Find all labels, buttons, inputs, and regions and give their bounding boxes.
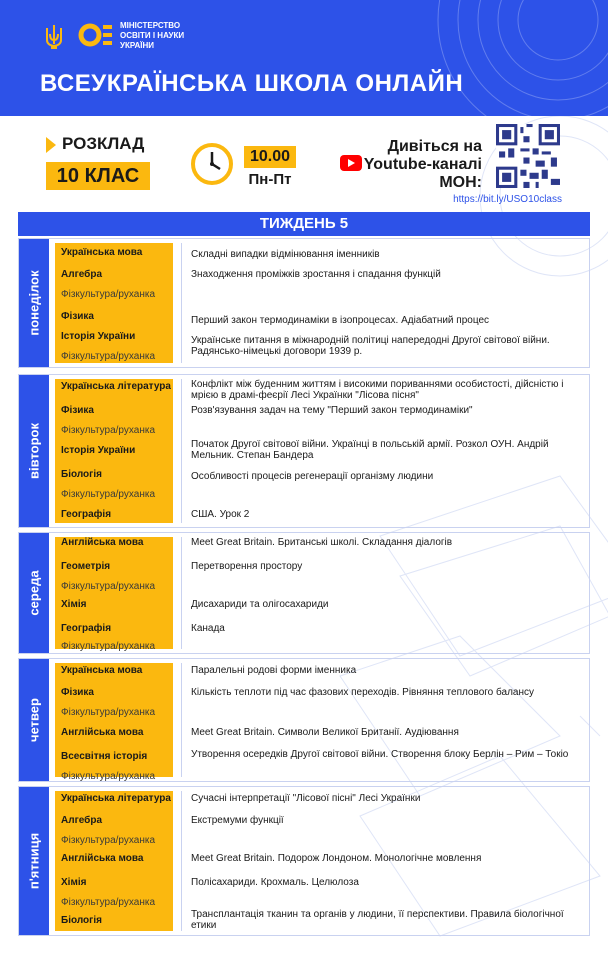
arrow-icon [46,137,56,153]
page-title: ВСЕУКРАЇНСЬКА ШКОЛА ОНЛАЙН [40,70,464,97]
lesson-topic: Екстремуми функції [191,815,284,826]
subject-name: Географія [61,509,112,520]
watch-line-1: Дивіться на [387,138,482,155]
subject-name: Фізкультура/руханка [61,351,155,362]
day-tab [19,787,49,935]
subject-name: Українська мова [61,247,143,258]
subject-name: Фізкультура/руханка [61,581,155,592]
subject-name: Українська мова [61,665,143,676]
watch-line-3: МОН: [439,174,482,191]
lesson-topic: Трансплантація тканин та органів у людини, її перспективи. Правила біологічної етики [191,909,564,931]
lesson-topic: Кількість теплоти під час фазових переходів. Рівняння теплового балансу [191,687,534,698]
day-block [18,658,590,782]
day-block [18,786,590,936]
day-label: вівторок [26,423,42,479]
lesson-topic: Перший закон термодинаміки в ізопроцесах. Адіабатний процес [191,315,490,326]
day-label: понеділок [26,270,42,336]
days-label: Пн-Пт [248,171,292,188]
trident-icon [44,24,64,50]
decorative-circles [428,0,608,116]
subject-name: Хімія [61,599,87,610]
lesson-topic: Розв'язування задач на тему "Перший закон термодинаміки" [191,405,473,416]
lesson-topic: Дисахариди та олігосахариди [191,599,329,610]
day-tab [19,659,49,781]
subject-name: Історія України [61,445,136,456]
day-tab [19,375,49,527]
lesson-topic: Конфлікт між буденним життям і високими пориваннями особистості, дійсністю і мрією в драмі-феєрії Лесі Українки "Лісова пісня" [191,379,564,401]
subject-name: Географія [61,623,112,634]
subject-name: Фізкультура/руханка [61,289,155,300]
subject-name: Всесвітня історія [61,751,148,762]
subject-name: Алгебра [61,269,103,280]
subject-name: Історія України [61,331,136,342]
lesson-topic: Утворення осередків Другої світової війни. Створення блоку Берлін – Рим – Токіо [191,749,569,760]
subject-name: Фізика [61,311,94,322]
subject-name: Хімія [61,877,87,888]
day-block [18,238,590,368]
ministry-name [120,21,210,51]
ministry-line-1: МІНІСТЕРСТВО [120,21,181,30]
lesson-topic: Особливості процесів регенерації організму людини [191,471,434,482]
lesson-topic: Канада [191,623,225,634]
day-label: четвер [26,698,42,742]
subject-name: Англійська мова [61,727,144,738]
subject-name: Англійська мова [61,853,144,864]
youtube-link[interactable]: https://bit.ly/USO10class [453,194,562,205]
ministry-line-3: УКРАЇНИ [120,41,155,50]
lesson-topic: Знаходження проміжків зростання і спадання функцій [191,269,441,280]
schedule-label: РОЗКЛАД [62,134,145,153]
subject-name: Англійська мова [61,537,144,548]
day-tab [19,239,49,367]
subject-name: Фізика [61,405,94,416]
lesson-topic: Meet Great Britain. Британські школі. Складання діалогів [191,537,453,548]
watch-line-2: Youtube-каналі [363,156,482,173]
day-block [18,374,590,528]
clock-icon [190,142,234,186]
lesson-topic: США. Урок 2 [191,509,250,520]
subject-name: Фізкультура/руханка [61,897,155,908]
day-label: п'ятниця [26,832,42,890]
time-badge: 10.00 [244,146,296,168]
subject-name: Фізика [61,687,94,698]
lesson-topic: Сучасні інтерпретації "Лісової пісні" Лесі Українки [191,793,421,804]
subject-name: Українська література [61,381,171,392]
mon-logo-icon [78,22,114,48]
ministry-line-2: ОСВІТИ І НАУКИ [120,31,185,40]
qr-code-icon[interactable] [496,124,560,188]
lesson-topic: Паралельні родові форми іменника [191,665,357,676]
day-block [18,532,590,654]
youtube-icon [340,155,362,171]
day-label: середа [26,570,42,616]
lesson-topic: Meet Great Britain. Символи Великої Британії. Аудіювання [191,727,459,738]
lesson-topic: Складні випадки відмінювання іменників [191,249,380,260]
subject-name: Фізкультура/руханка [61,707,155,718]
lesson-topic: Полісахариди. Крохмаль. Целюлоза [191,877,359,888]
subject-name: Українська література [61,793,171,804]
class-badge: 10 КЛАС [46,162,150,190]
subject-name: Фізкультура/руханка [61,489,155,500]
week-title: ТИЖДЕНЬ 5 [18,212,590,236]
day-tab [19,533,49,653]
header-banner [0,0,608,116]
subject-name: Фізкультура/руханка [61,771,155,782]
lesson-topic: Українське питання в міжнародній політиці напередодні Другої світової війни. Радянсько-німецькі договори 1939 р. [191,335,550,357]
subject-name: Фізкультура/руханка [61,641,155,652]
subject-name: Біологія [61,915,102,926]
subject-name: Біологія [61,469,102,480]
subjects-column [55,243,173,363]
subject-name: Геометрія [61,561,111,572]
subject-name: Фізкультура/руханка [61,835,155,846]
lesson-topic: Перетворення простору [191,561,303,572]
lesson-topic: Meet Great Britain. Подорож Лондоном. Монологічне мовлення [191,853,482,864]
subject-name: Фізкультура/руханка [61,425,155,436]
subject-name: Алгебра [61,815,103,826]
lesson-topic: Початок Другої світової війни. Українці в польській армії. Розкол ОУН. Андрій Мельник. Степан Бандера [191,439,549,461]
